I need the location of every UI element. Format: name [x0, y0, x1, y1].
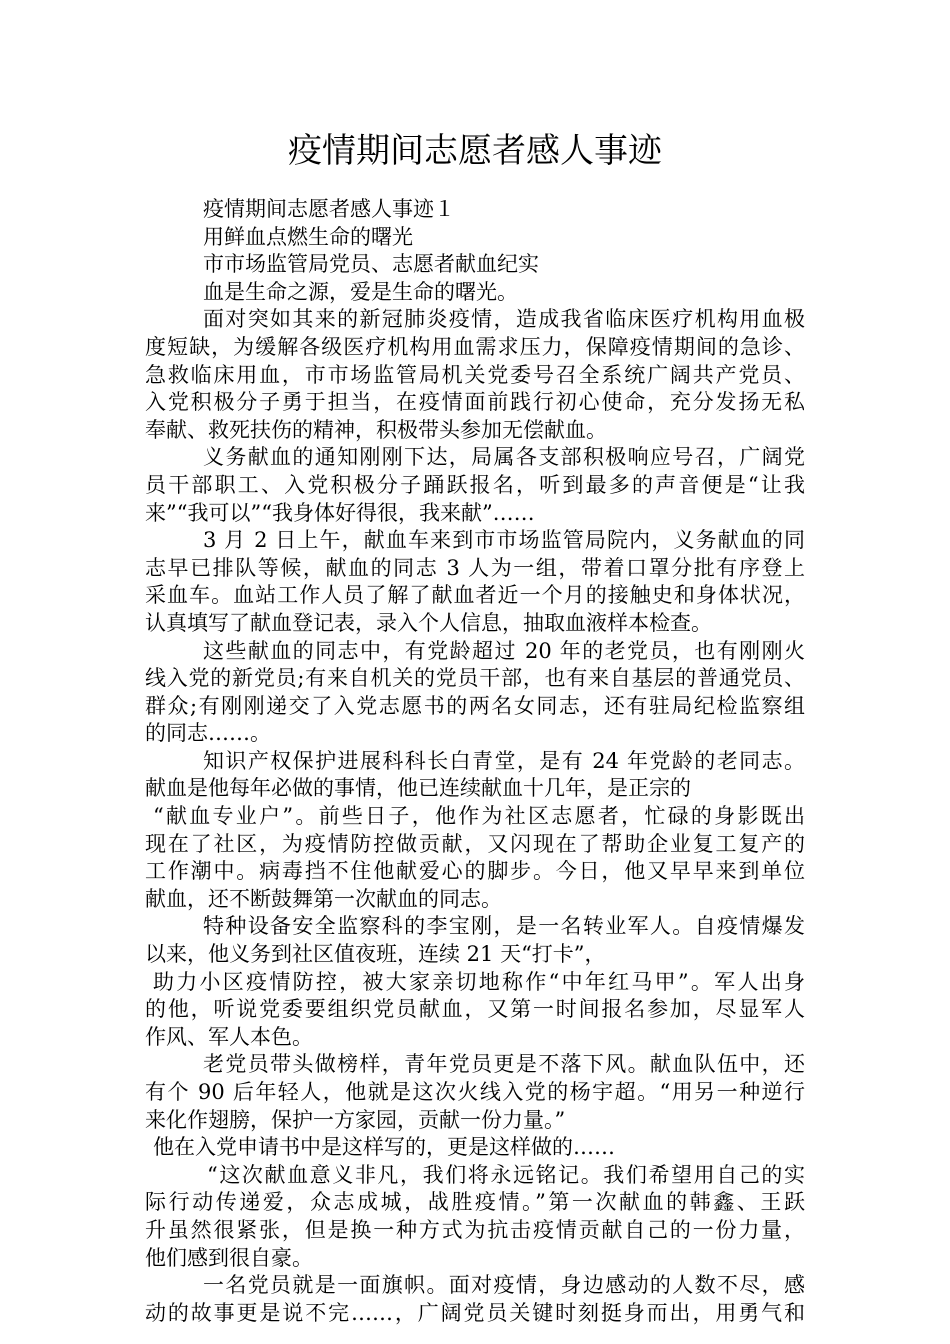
text-line: 血是生命之源，爱是生命的曙光。 — [203, 279, 518, 304]
text-line: “献血专业户”。前些日子，他作为社区志愿者，忙碌的身影既出 — [153, 804, 805, 829]
text-line: 度短缺，为缓解各级医疗机构用血需求压力，保障疫情期间的急诊、 — [145, 334, 805, 359]
document-title: 疫情期间志愿者感人事迹 — [288, 131, 662, 171]
text-line: 疫情期间志愿者感人事迹１ — [203, 197, 455, 221]
text-line: 以来，他义务到社区值夜班，连续 21 天“打卡”， — [145, 942, 606, 967]
text-line: 来”“我可以”“我身体好得很，我来献”…… — [145, 500, 535, 525]
text-line: 动的故事更是说不完……，广阔党员关键时刻挺身而出，用勇气和 — [145, 1300, 805, 1325]
text-line: 急救临床用血，市市场监管局机关党委号召全系统广阔共产党员、 — [145, 362, 805, 387]
text-line: 工作潮中。病毒挡不住他献爱心的脚步。今日，他又早早来到单位 — [145, 859, 805, 884]
text-line: 特种设备安全监察科的李宝刚，是一名转业军人。自疫情爆发 — [203, 914, 805, 939]
text-line: 助力小区疫情防控，被大家亲切地称作“中年红马甲”。军人出身 — [153, 969, 805, 994]
text-line: 献血是他每年必做的事情，他已连续献血十几年，是正宗的 — [145, 776, 691, 801]
text-line: 员干部职工、入党积极分子踊跃报名，听到最多的声音便是“让我 — [145, 472, 805, 497]
text-line: 际行动传递爱，众志成城，战胜疫情。”第一次献血的韩鑫、王跃 — [145, 1190, 805, 1215]
text-line: 入党积极分子勇于担当，在疫情面前践行初心使命，充分发扬无私 — [145, 390, 805, 415]
document-body — [145, 196, 805, 1327]
text-line: 认真填写了献血登记表，录入个人信息，抽取血液样本检查。 — [145, 610, 712, 635]
text-line: 知识产权保护进展科科长白青堂，是有 24 年党龄的老同志。 — [203, 748, 805, 773]
text-line: 老党员带头做榜样，青年党员更是不落下风。献血队伍中，还 — [203, 1052, 805, 1077]
text-line: 他们感到很自豪。 — [145, 1245, 313, 1270]
text-line: “这次献血意义非凡，我们将永远铭记。我们希望用自己的实 — [207, 1162, 805, 1187]
text-line: 一名党员就是一面旗帜。面对疫情，身边感动的人数不尽，感 — [203, 1273, 805, 1298]
text-line: 的同志……。 — [145, 721, 271, 746]
text-line: 奉献、救死扶伤的精神，积极带头参加无偿献血。 — [145, 417, 607, 442]
text-line: 他在入党申请书中是这样写的，更是这样做的…… — [153, 1135, 615, 1160]
text-line: 献血，还不断鼓舞第一次献血的同志。 — [145, 886, 502, 911]
text-line: 这些献血的同志中，有党龄超过 20 年的老党员，也有刚刚火 — [203, 638, 805, 663]
text-line: 义务献血的通知刚刚下达，局属各支部积极响应号召，广阔党 — [203, 445, 805, 470]
text-line: 志早已排队等候，献血的同志 3 人为一组，带着口罩分批有序登上 — [145, 555, 805, 580]
text-line: 用鲜血点燃生命的曙光 — [203, 224, 413, 249]
text-line: 有个 90 后年轻人，他就是这次火线入党的杨宇超。“用另一种逆行 — [145, 1080, 805, 1104]
text-line: 市市场监管局党员、志愿者献血纪实 — [203, 252, 539, 277]
text-line: 面对突如其来的新冠肺炎疫情，造成我省临床医疗机构用血极 — [203, 307, 805, 332]
text-line: 升虽然很紧张，但是换一种方式为抗击疫情贡献自己的一份力量， — [145, 1217, 805, 1242]
text-line: 来化作翅膀，保护一方家园，贡献一份力量。” — [145, 1107, 566, 1132]
text-line: 现在了社区，为疫情防控做贡献，又闪现在了帮助企业复工复产的 — [145, 831, 805, 856]
text-line: 的他，听说党委要组织党员献血，又第一时间报名参加，尽显军人 — [145, 997, 805, 1022]
text-line: 群众;有刚刚递交了入党志愿书的两名女同志，还有驻局纪检监察组 — [145, 693, 805, 718]
text-line: 采血车。血站工作人员了解了献血者近一个月的接触史和身体状况， — [145, 583, 805, 608]
text-line: 线入党的新党员;有来自机关的党员干部，也有来自基层的普通党员、 — [145, 666, 805, 691]
text-line: 3 月 2 日上午，献血车来到市市场监管局院内，义务献血的同 — [203, 528, 805, 553]
text-line: 作风、军人本色。 — [145, 1024, 313, 1049]
